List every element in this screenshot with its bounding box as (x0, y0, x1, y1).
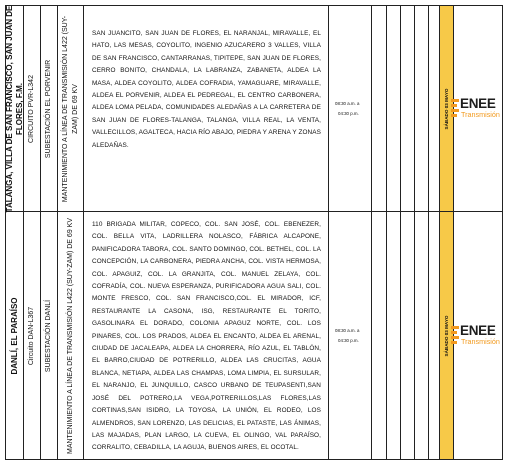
affected-areas-text: SAN JUANCITO, SAN JUAN DE FLORES, EL NARANJAL, MIRAVALLE, EL HATO, LAS MESAS, COYOLITO, INGENIO AZUCARERO 3 VALLES, VILLA DE SAN FRANCISCO, CANTARRANAS, TIPITEPE, SAN JUAN DE FLORES, CERRO BONITO, CHANDALA, LA LABRANZA, ZABANETA, ALDEA LA MASA, ALDEA COYOLITO, ALDEA COFRADIA, YAMAGUARE, MIRAVALLE, ALDEA EL PORVENIR, ALDEA EL PEDREGAL, EL CENTRO CARBONERA, ALDEA LOMA PELADA, COMUNIDADES ALEDAÑAS A LA CARRETERA DE SAN JUAN DE FLORES-TALANGA, TALANGA, VILLA REAL, LA VENTA, VALLECILLOS, AGALTECA, HACIA RÍO ABAJO, PIEDRA Y ARENA Y ZONAS ALEDAÑAS. (92, 30, 321, 149)
enee-logo (451, 97, 505, 121)
empty-cell (401, 6, 415, 211)
substation-text: SUBESTACIÓN DANLÍ (45, 299, 52, 372)
empty-cell (415, 6, 429, 211)
location-cell (6, 212, 24, 459)
table-row (6, 212, 502, 459)
logo-sub: Transmisión (461, 109, 500, 119)
maintenance-cell (58, 212, 84, 459)
maintenance-text: ZAM) DE 69 KV (71, 83, 79, 134)
substation-text: SUBESTACIÓN EL PORVENIR (45, 59, 52, 158)
time-cell (329, 6, 372, 211)
time-end: 04:30 p.m. (338, 337, 359, 343)
logo-word: ENEE (460, 322, 496, 338)
time-start: 08:30 a.m. a (335, 100, 360, 106)
location-text: DANLÍ, EL PARAÍSO (9, 296, 19, 375)
time-cell (329, 212, 372, 459)
logo-cell (454, 6, 502, 211)
empty-cell (429, 212, 440, 459)
substation-cell (41, 6, 58, 211)
location-text: FLORES, F.M. (14, 82, 24, 135)
logo-word: ENEE (460, 95, 496, 111)
location-text: TALANGA, VILLA DE SAN FRANCISCO, SAN JUAN DE (4, 5, 14, 212)
enee-logo (451, 324, 505, 348)
substation-cell (41, 212, 58, 459)
empty-cell (372, 212, 387, 459)
date-text: SÁBADO 03 MAYO (443, 315, 449, 356)
maintenance-text: MANTENIMIENTO A LÍNEA DE TRANSMISIÓN L422 (SUY-ZAM) DE 69 KV (66, 217, 74, 454)
circuit-cell (24, 212, 41, 459)
circuit-cell (24, 6, 41, 211)
location-cell (6, 6, 24, 211)
circuit-text: Circuito DAN-L367 (28, 306, 35, 365)
logo-cell (454, 212, 502, 459)
enee-mark-icon (451, 99, 459, 117)
circuit-text: CIRCUITO PVR-L342 (28, 74, 35, 143)
empty-cell (401, 212, 415, 459)
enee-mark-icon (451, 326, 459, 344)
table-row (6, 6, 502, 212)
logo-sub: Transmisión (461, 336, 500, 346)
empty-cell (387, 212, 401, 459)
maintenance-cell (58, 6, 84, 211)
empty-cell (415, 212, 429, 459)
affected-areas-cell (84, 212, 329, 459)
affected-areas-cell (84, 6, 329, 211)
affected-areas-text: 110 BRIGADA MILITAR, COPECO, COL. SAN JOSÉ, COL. EBENEZER, COL. BELLA VITA, LADRILLERA NOLASCO, FÁBRICA ALCAPONE, PANIFICADORA TABORA, COL. SANTO DOMINGO, COL. BETHEL, COL. LA CONCEPCIÓN, LA CARBONERA, PIEDRA ANCHA, COL. VISTA HERMOSA, COL. APAGUIZ, COL. LA GRANJITA, COL. MANUEL ZELAYA, COL. COFRADÍA, COL. NUEVA ESPERANZA, PURIFICADORA AGUA SALI, COL. MONTE FRESCO, COL. SAN FRANCISCO,COL. EL MIRADOR, ICF, RESTAURANTE LA CASONA, ISG, RESTAURANTE EL TORITO, GASOLINARA EL DORADO, COLONIA APAGUZ NORTE, COL. LOS PINARES, COL. LOS PRADOS, ALDEA EL ENCANTO, ALDEA EL ARENAL, CIUDAD DE JACALEAPA, ALDEA LA CHORRERA, RÍO AZUL, EL TABLÓN, EL BARRO,CIUDAD DE POTRERILLO, ALDEA LAS CRUCITAS, AGUA BLANCA, NETIAPA, ALDEA LAS CHAMPAS, LOMA LIMPIA, EL SURSULAR, EL NARANJO, EL JUNQUILLO, CASCO URBANO DE TEUPASENTI,SAN JOSÉ DEL POTRERO,LA VEGA,POTRERILLOS,LAS FLORES,LAS CORTINAS,SAN ISIDRO, LA TOYOSA, LA UNIÓN, EL RODEO, LOS ALMENDROS, SAN LORENZO, LAS DELICIAS, EL PATASTE, LAS ÁNIMAS, LAS MAJADAS, PLAN LARGO, LA CUEVA, EL OLINGO, VAL PARAÍSO, CORRALITO, CEBADILLA, LA AGUJA, BUENOS AIRES, EL OCOTAL. (92, 221, 321, 452)
empty-cell (429, 6, 440, 211)
empty-cell (372, 6, 387, 211)
empty-cell (387, 6, 401, 211)
time-end: 04:30 p.m. (338, 110, 359, 116)
maintenance-text: MANTENIMIENTO A LÍNEA DE TRANSMISIÓN L422 (SUY- (61, 15, 69, 202)
outage-schedule-table (5, 5, 503, 460)
date-text: SÁBADO 03 MAYO (443, 88, 449, 129)
time-start: 08:30 a.m. a (335, 327, 360, 333)
